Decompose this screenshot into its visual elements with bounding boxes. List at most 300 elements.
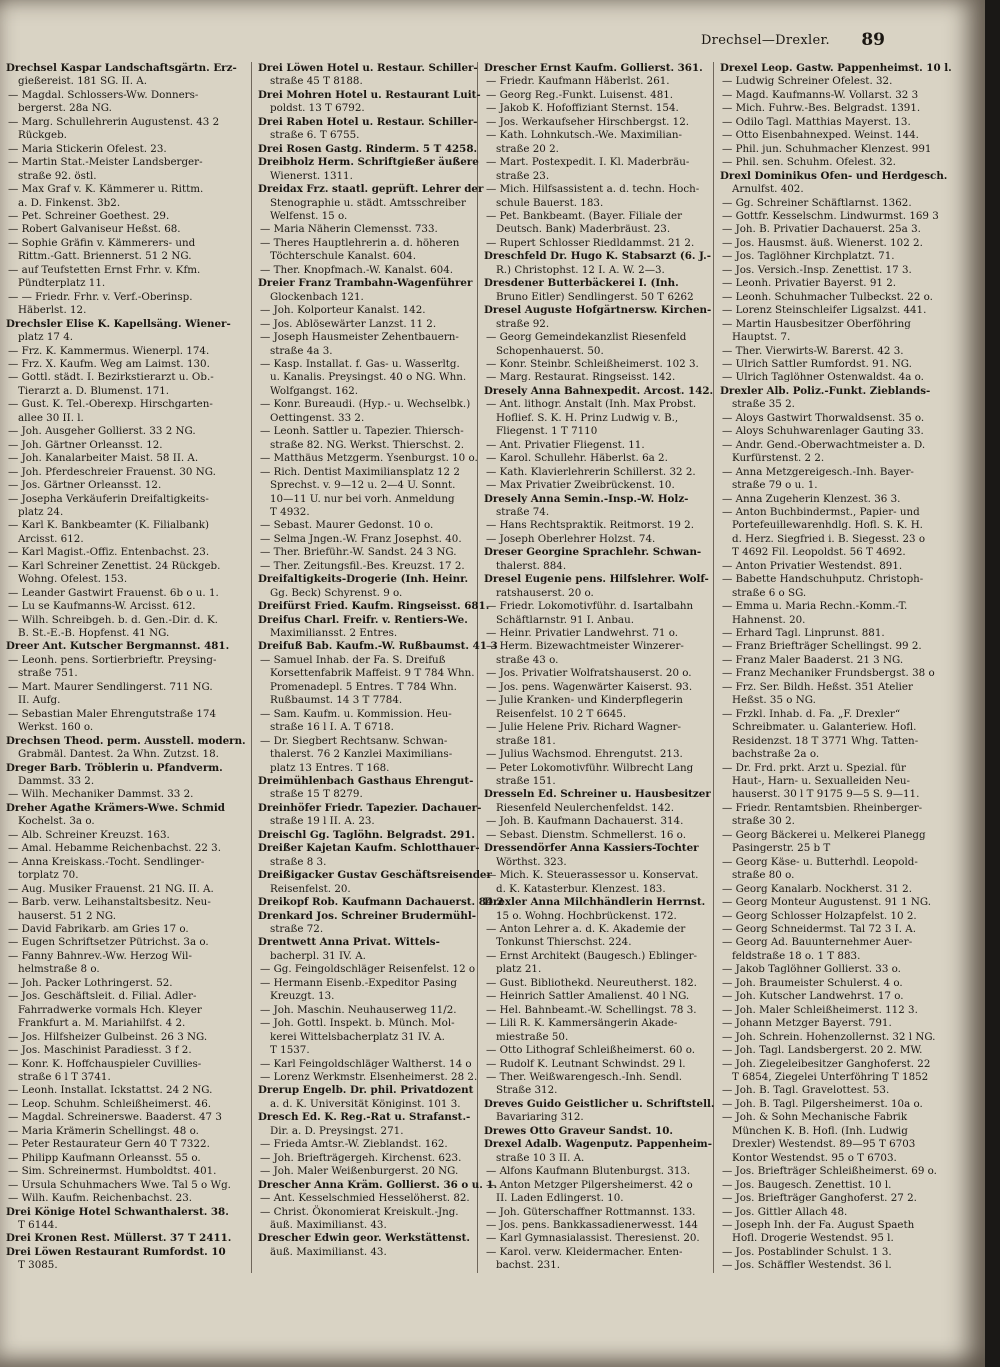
directory-entry-line: — Jos. Ablösewärter Lanzst. 11 2. [260,317,437,330]
directory-entry-line: — Ther. Zeitungsfil.-Bes. Kreuzst. 17 2. [260,559,465,572]
directory-entry-line: — Lorenz Werkmstr. Elsenheimerst. 28 2. [260,1070,478,1083]
directory-entry-line: — Magd. Kaufmanns-W. Vollarst. 32 3 [722,88,919,101]
directory-entry-line: — Johann Metzger Bayerst. 791. [722,1017,892,1030]
directory-entry-line: — Frzkl. Inhab. d. Fa. „F. Drexler“ [722,707,901,720]
directory-entry-line: — Ant. Privatier Fliegenst. 11. [486,438,645,451]
directory-entry-line: kerei Wittelsbacherplatz 31 IV. A. [270,1030,445,1043]
directory-entry-heading: Drenkard Jos. Schreiner Brudermühl- [258,909,477,922]
directory-entry-heading: Drexl Dominikus Ofen- und Herdgesch. [720,169,948,182]
directory-entry-line: Drexler) Westendst. 89—95 T 6703 [732,1138,916,1151]
directory-entry-line: Wörthst. 323. [496,855,567,868]
directory-entry-line: — Fanny Bahnrev.-Ww. Herzog Wil- [8,949,192,962]
directory-entry-line: — Aloys Gastwirt Thorwaldsenst. 35 o. [722,411,925,424]
directory-entry-line: Wienerst. 1311. [270,169,353,182]
directory-entry-line: bacherpl. 31 IV. A. [270,949,366,962]
directory-entry-line: Arnulfst. 402. [732,183,804,196]
directory-entry-line: — Frieda Amtsr.-W. Zieblandst. 162. [260,1138,448,1151]
directory-entry-line: — Leonh. Schuhmacher Tulbeckst. 22 o. [722,290,933,303]
directory-entry-line: Hoflief. S. K. H. Prinz Ludwig v. B., [496,411,679,424]
directory-entry-line: platz 17 4. [18,331,74,344]
directory-entry-line: Pündterplatz 11. [18,277,106,290]
directory-entry-line: — Sebast. Maurer Gedonst. 10 o. [260,519,434,532]
directory-entry-line: — Joh. Güterschaffner Rottmannst. 133. [486,1205,696,1218]
directory-entry-line: — Joh. Kolporteur Kanalst. 142. [260,304,426,317]
directory-entry-line: Schreibmater. u. Galanteriew. Hofl. [732,721,917,734]
directory-entry-line: — Konr. Steinbr. Schleißheimerst. 102 3. [486,357,699,370]
directory-entry-line: Heßst. 35 o NG. [732,694,816,707]
directory-entry-line: — Karl Gymnasialassist. Theresienst. 20. [486,1232,700,1245]
directory-entry-line: — Georg Schneidermst. Tal 72 3 I. A. [722,923,916,935]
directory-entry-line: — Jakob K. Hofoffiziant Sternst. 154. [486,102,679,115]
directory-entry-line: — Georg Ad. Bauunternehmer Auer- [722,936,913,949]
directory-entry-line: — Karol. Schullehr. Häberlst. 6a 2. [486,452,668,465]
directory-entry-line: — Dr. Frd. prkt. Arzt u. Spezial. für [722,761,906,774]
directory-entry-line: — Martin Hausbesitzer Oberföhring [722,317,911,330]
directory-entry-line: — Sebastian Maler Ehrengutstraße 174 [8,707,217,720]
directory-entry-line: straße 74. [496,505,550,518]
directory-column-2 [258,62,504,1273]
directory-entry-line: — Dr. Siegbert Rechtsanw. Schwan- [260,734,448,747]
directory-entry-heading: Dresely Anna Bahnexpedit. Arcost. 142. [484,384,714,397]
directory-column-3 [484,62,714,1273]
directory-entry-line: Haut-, Harn- u. Sexualleiden Neu- [732,775,911,788]
directory-entry-heading: Drexel Adalb. Wagenputz. Pappenheim- [484,1138,712,1151]
directory-entry-line: Kurfürstenst. 2 2. [732,452,825,465]
directory-entry-heading: Drescher Edwin geor. Werkstättenst. [258,1232,470,1245]
directory-entry-line: — Ant. Kesselschmied Hesselöherst. 82. [260,1192,470,1205]
directory-entry-line: — Joh. Maschin. Neuhauserweg 11/2. [260,1003,457,1016]
directory-entry-line: straße 80 o. [732,869,795,882]
directory-entry-line: — Georg Monteur Augustenst. 91 1 NG. [722,896,932,909]
directory-entry-line: — Rudolf K. Leutnant Schwindst. 29 l. [486,1057,686,1070]
directory-entry-line: — Sam. Kaufm. u. Kommission. Heu- [260,707,452,720]
directory-entry-line: Kochelst. 3a o. [18,815,95,828]
directory-entry-line: Promenadepl. 5 Entres. T 784 Whn. [270,680,457,693]
directory-entry-line: Häberlst. 12. [18,304,87,317]
directory-entry-line: — Leonh. pens. Sortierbrieftr. Preysing- [8,653,217,666]
directory-entry-line: — Christ. Ökonomierat Kreiskult.-Jng. [260,1205,459,1218]
directory-entry-line: Rittm.-Gatt. Briennerst. 51 2 NG. [18,250,192,263]
directory-entry-line: — Georg Reg.-Funkt. Luisenst. 481. [486,88,674,101]
directory-entry-line: T 1537. [270,1044,310,1057]
directory-entry-line: — Leop. Schuhm. Schleißheimerst. 46. [8,1097,212,1110]
directory-entry-heading: Dressendörfer Anna Kassiers-Tochter [484,842,699,855]
directory-entry-heading: Dreibholz Herm. Schriftgießer äußere [258,156,479,169]
directory-entry-line: — Joh. Ausgeher Gollierst. 33 2 NG. [8,425,196,438]
directory-entry-line: — Peter Lokomotivführ. Wilbrecht Lang [486,761,694,774]
directory-entry-line: — Magdal. Schlossers-Ww. Donners- [8,88,199,101]
directory-entry-line: straße 10 3 II. A. [496,1151,585,1164]
directory-entry-line: — Joh. Tagl. Landsbergerst. 20 2. MW. [722,1044,923,1057]
directory-entry-line: straße 4a 3. [270,344,333,357]
directory-entry-line: — Joh. Briefträgergeh. Kirchenst. 623. [260,1151,462,1164]
directory-entry-line: — Mart. Postexpedit. I. Kl. Maderbräu- [486,156,690,169]
directory-entry-line: — Otto Lithograf Schleißheimerst. 60 o. [486,1044,696,1057]
directory-entry-line: straße 8 3. [270,855,327,868]
directory-entry-line: Korsettenfabrik Maffeist. 9 T 784 Whn. [270,667,475,680]
directory-entry-line: ratshauserst. 20 o. [496,586,594,599]
directory-entry-line: 10—11 U. nur bei vorh. Anmeldung [270,492,455,505]
directory-entry-line: — Max Graf v. K. Kämmerer u. Rittm. [8,183,204,196]
directory-entry-heading: Drei Löwen Restaurant Rumfordst. 10 [6,1245,226,1258]
directory-entry-line: — Ant. lithogr. Anstalt (Inh. Max Probst. [486,398,697,411]
directory-entry-line: — Amal. Hebamme Reichenbachst. 22 3. [8,842,222,855]
directory-entry-line: — Franz Mechaniker Frundsbergst. 38 o [722,667,935,680]
directory-entry-line: — Georg Kanalarb. Nockherst. 31 2. [722,882,912,895]
directory-entry-line: hauserst. 51 2 NG. [18,909,117,922]
directory-entry-line: Oettingenst. 33 2. [270,411,365,424]
directory-entry-line: — Josepha Verkäuferin Dreifaltigkeits- [8,492,209,505]
directory-entry-heading: Dreves Guido Geistlicher u. Schriftstell. [484,1097,715,1110]
directory-entry-line: — Babette Handschuhputz. Christoph- [722,573,924,586]
directory-entry-line: — Sebast. Dienstm. Schmellerst. 16 o. [486,828,686,841]
directory-entry-line: — Barb. verw. Leihanstaltsbesitz. Neu- [8,896,211,909]
directory-entry-line: Hauptst. 7. [732,331,791,344]
directory-entry-line: — Gottfr. Kesselschm. Lindwurmst. 169 3 [722,209,939,222]
directory-entry-line: Grabmäl. Dantest. 2a Whn. Zutzst. 18. [18,748,219,761]
directory-entry-line: Hofl. Drogerie Westendst. 95 l. [732,1232,894,1245]
directory-entry-heading: Drexler Anna Milchhändlerin Herrnst. [484,896,706,909]
directory-entry-line: Maximiliansst. 2 Entres. [270,627,398,640]
directory-entry-line: — Sophie Gräfin v. Kämmerers- und [8,236,196,249]
directory-entry-line: — Georg Käse- u. Butterhdl. Leopold- [722,855,918,868]
directory-entry-heading: Drechsler Elise K. Kapellsäng. Wiener- [6,317,231,330]
directory-entry-line: d. K. Katasterbur. Klenzest. 183. [496,882,666,895]
directory-entry-line: — Georg Bäckerei u. Melkerei Planegg [722,828,926,841]
directory-entry-line: — Gust. Bibliothekd. Neureutherst. 182. [486,976,697,989]
directory-entry-line: — Ludwig Schreiner Ofelest. 32. [722,75,893,88]
directory-entry-line: T 6854, Ziegelei Unterföhring T 1852 [732,1070,929,1083]
directory-entry-line: — Andr. Gend.-Oberwachtmeister a. D. [722,438,926,451]
directory-entry-line: — Jos. pens. Wagenwärter Kaiserst. 93. [486,680,693,693]
directory-entry-line: — Magdal. Schreinerswe. Baaderst. 47 3 [8,1111,222,1124]
directory-entry-line: — — Friedr. Frhr. v. Verf.-Oberinsp. [8,290,193,303]
directory-entry-heading: Drei Löwen Hotel u. Restaur. Schiller- [258,62,478,74]
directory-entry-line: München K. B. Hofl. (Inh. Ludwig [732,1124,908,1137]
directory-entry-line: — Ther. Weißwarengesch.-Inh. Sendl. [486,1070,683,1083]
directory-entry-line: straße 43 o. [496,653,559,666]
directory-entry-line: — Gust. K. Tel.-Oberexp. Hirschgarten- [8,398,213,411]
directory-entry-line: — Jos. Baugesch. Zenettist. 10 l. [722,1178,892,1191]
directory-entry-line: — Heinr. Privatier Landwehrst. 71 o. [486,627,679,640]
directory-entry-line: a. d. K. Universität Königinst. 101 3. [270,1097,461,1110]
directory-entry-line: — Anna Kreiskass.-Tocht. Sendlinger- [8,855,205,868]
directory-entry-line: — Ulrich Sattler Rumfordst. 91. NG. [722,357,912,370]
directory-entry-line: platz 21. [496,963,542,976]
directory-entry-heading: Dreikopf Rob. Kaufmann Dachauerst. 84 2 [258,896,504,909]
directory-entry-line: — Jos. Gittler Allach 48. [722,1205,848,1218]
directory-entry-line: T 6144. [18,1218,58,1231]
directory-entry-line: feldstraße 18 o. 1 T 883. [732,949,861,962]
directory-entry-line: Wohng. Ofelest. 153. [18,573,128,586]
directory-entry-line: — Marg. Schullehrerin Augustenst. 43 2 [8,115,220,128]
directory-column-4 [720,62,952,1273]
directory-entry-line: platz 13 Entres. T 168. [270,761,390,774]
directory-entry-line: Riesenfeld Neulerchenfeldst. 142. [496,801,675,814]
directory-entry-line: — Kasp. Installat. f. Gas- u. Wasserltg. [260,357,460,370]
directory-entry-line: — Jos. Briefträger Schleißheimerst. 69 o. [722,1165,937,1178]
page-header [0,30,930,52]
directory-entry-line: Gg. Beck) Schyrenst. 9 o. [270,586,403,599]
directory-entry-line: — Leonh. Sattler u. Tapezier. Thiersch- [260,425,464,438]
directory-entry-line: — Joh. Maler Schleißheimerst. 112 3. [722,1003,918,1016]
directory-entry-line: Rußbaumst. 14 3 T 7784. [270,694,403,707]
directory-entry-line: — Phil. jun. Schuhmacher Klenzest. 991 [722,142,932,155]
directory-entry-line: Werkst. 160 o. [18,721,94,734]
directory-entry-line: straße 92. [496,317,550,330]
directory-entry-heading: Drei Mohren Hotel u. Restaurant Luit- [258,88,481,101]
directory-entry-line: a. D. Finkenst. 3b2. [18,196,121,209]
directory-entry-heading: Drescher Anna Kräm. Gollierst. 36 o u. 1. [258,1178,498,1191]
directory-entry-line: u. Kanalis. Preysingst. 40 o NG. Whn. [270,371,467,384]
directory-entry-line: Töchterschule Kanalst. 604. [270,250,416,263]
directory-entry-line: R.) Christophst. 12 I. A. W. 2—3. [496,263,665,276]
directory-entry-line: T 4932. [270,505,310,518]
directory-entry-heading: Dreischl Gg. Taglöhn. Belgradst. 291. [258,828,475,841]
directory-entry-line: II. Aufg. [18,694,61,707]
directory-entry-line: bergerst. 28a NG. [18,102,112,115]
directory-entry-line: — Jos. Gärtner Orleansst. 12. [8,479,162,492]
directory-entry-line: — Karl Feingoldschläger Waltherst. 14 o [260,1057,472,1070]
directory-entry-line: Portefeuillewarenhdlg. Hofl. S. K. H. [732,519,923,532]
directory-entry-line: straße 79 o u. 1. [732,479,818,492]
directory-entry-line: — Karol. verw. Kleidermacher. Enten- [486,1245,683,1258]
directory-entry-line: — Konr. K. Hoffchauspieler Cuvillies- [8,1057,202,1070]
directory-entry-line: Tonkunst Thierschst. 224. [496,936,632,949]
directory-entry-line: — Phil. sen. Schuhm. Ofelest. 32. [722,156,896,169]
directory-entry-line: — Joh. B. Tagl. Pilgersheimerst. 10a o. [722,1097,923,1110]
directory-entry-line: Deutsch. Bank) Maderbräust. 23. [496,223,671,236]
directory-entry-heading: Dreifuß Bab. Kaufm.-W. Rußbaumst. 41 3 [258,640,498,653]
directory-entry-line: II. Laden Edlingerst. 10. [496,1192,624,1205]
directory-entry-line: — Sim. Schreinermst. Humboldtst. 401. [8,1165,217,1178]
directory-entry-line: bachstraße 2a o. [732,748,820,761]
directory-entry-line: — Ernst Architekt (Baugesch.) Eblinger- [486,949,697,962]
directory-entry-line: straße 181. [496,734,556,747]
directory-entry-line: bachst. 231. [496,1259,561,1272]
directory-entry-line: — Jos. Versich.-Insp. Zenettist. 17 3. [722,263,912,276]
directory-entry-line: — Robert Galvaniseur Heßst. 68. [8,223,181,236]
directory-entry-line: hauserst. 30 l T 9175 9—5 S. 9—11. [732,788,920,801]
directory-entry-heading: Dreifaltigkeits-Drogerie (Inh. Heinr. [258,573,469,586]
directory-entry-heading: Dreinhöfer Friedr. Tapezier. Dachauer- [258,801,482,814]
directory-entry-line: Bavariaring 312. [496,1111,584,1124]
directory-entry-line: Schopenhauerst. 50. [496,344,604,357]
directory-entry-line: — Joh. Maler Weißenburgerst. 20 NG. [260,1165,459,1178]
directory-entry-line: — Joseph Oberlehrer Holzst. 74. [486,532,656,545]
directory-entry-line: thalerst. 884. [496,559,567,572]
directory-entry-line: — Rich. Dentist Maximiliansplatz 12 2 [260,465,460,478]
directory-entry-line: B. St.-E.-B. Hopfenst. 41 NG. [18,627,170,640]
directory-entry-line: — Mart. Maurer Sendlingerst. 711 NG. [8,680,213,693]
directory-entry-line: — Jos. Briefträger Ganghoferst. 27 2. [722,1192,917,1205]
directory-entry-line: — Jos. Werkaufseher Hirschbergst. 12. [486,115,690,128]
directory-entry-line: straße 6. T 6755. [270,129,360,142]
directory-entry-heading: Drexler Alb. Poliz.-Funkt. Zieblands- [720,384,931,397]
directory-entry-line: — Rupert Schlosser Riedldammst. 21 2. [486,236,695,249]
directory-entry-line: — Anna Metzgereigesch.-Inh. Bayer- [722,465,914,478]
directory-entry-heading: Dreier Franz Trambahn-Wagenführer [258,277,473,290]
directory-entry-line: straße 6 o SG. [732,586,807,599]
directory-entry-line: — Alb. Schreiner Kreuzst. 163. [8,828,170,841]
directory-entry-line: straße 72. [270,923,324,935]
directory-entry-line: — Aloys Schuhwarenlager Gauting 33. [722,425,924,438]
directory-entry-line: Fahrradwerke vormals Hch. Kleyer [18,1003,202,1016]
directory-entry-line: Rückgeb. [18,129,67,142]
directory-entry-line: d. Herz. Siegfried i. B. Siegesst. 23 o [732,532,926,545]
directory-entry-line: Dir. a. D. Preysingst. 271. [270,1124,404,1137]
directory-entry-line: — Aug. Musiker Frauenst. 21 NG. II. A. [8,882,214,895]
directory-entry-heading: Dreimühlenbach Gasthaus Ehrengut- [258,775,474,788]
directory-entry-line: — Hel. Bahnbeamt.-W. Schellingst. 78 3. [486,1003,697,1016]
directory-entry-line: Tierarzt a. D. Blumenst. 171. [18,384,170,397]
directory-entry-line: — Lorenz Steinschleifer Ligsalzst. 441. [722,304,927,317]
directory-entry-line: — Konr. Bureaudi. (Hyp.- u. Wechselbk.) [260,398,471,411]
directory-entry-line: — auf Teufstetten Ernst Frhr. v. Kfm. [8,263,201,276]
directory-entry-line: — Mich. Hilfsassistent a. d. techn. Hoch- [486,183,700,196]
directory-entry-line: 15 o. Wohng. Hochbrückenst. 172. [496,909,677,922]
directory-entry-line: — David Fabrikarb. am Gries 17 o. [8,923,189,935]
directory-entry-line: — Heinrich Sattler Amalienst. 40 l NG. [486,990,690,1003]
directory-entry-line: — Anton Metzger Pilgersheimerst. 42 o [486,1178,693,1191]
directory-entry-line: straße 92. östl. [18,169,97,182]
directory-entry-heading: Dresch Ed. K. Reg.-Rat u. Strafanst.- [258,1111,471,1124]
directory-entry-line: straße 45 T 8188. [270,75,363,88]
directory-entry-line: — Karl Magist.-Offiz. Entenbachst. 23. [8,546,210,559]
directory-entry-line: — Matthäus Metzgerm. Ysenburgst. 10 o. [260,452,478,465]
directory-entry-line: — Jos. Hausmst. äuß. Wienerst. 102 2. [722,236,923,249]
directory-entry-line: platz 24. [18,505,64,518]
directory-entry-line: straße 751. [18,667,78,680]
directory-entry-heading: Dreschfeld Dr. Hugo K. Stabsarzt (6. J.- [484,250,711,263]
directory-entry-line: — Hans Rechtspraktik. Reitmorst. 19 2. [486,519,694,532]
directory-entry-line: — Otto Eisenbahnexped. Weinst. 144. [722,129,919,142]
directory-entry-heading: Dreidax Frz. staatl. geprüft. Lehrer der [258,183,484,196]
directory-entry-line: — Erhard Tagl. Linprunst. 881. [722,627,885,640]
directory-entry-line: — Kath. Klavierlehrerin Schillerst. 32 2. [486,465,696,478]
directory-entry-line: — Joh. & Sohn Mechanische Fabrik [722,1111,908,1124]
directory-entry-line: — Wilh. Schreibgeh. b. d. Gen.-Dir. d. K. [8,613,218,626]
directory-entry-heading: Dreer Ant. Kutscher Bergmannst. 481. [6,640,230,653]
directory-entry-line: — Jos. Geschäftsleit. d. Filial. Adler- [8,990,197,1003]
directory-entry-line: — Gg. Feingoldschläger Reisenfelst. 12 o [260,963,476,976]
directory-entry-line: Arcisst. 612. [18,532,84,545]
directory-entry-heading: Dresel Auguste Hofgärtnersw. Kirchen- [484,304,712,317]
directory-entry-line: — Joh. Packer Lothringerst. 52. [8,976,173,989]
directory-entry-line: straße 23. [496,169,550,182]
directory-entry-line: — Joh. Kutscher Landwehrst. 17 o. [722,990,904,1003]
directory-entry-line: — Lu se Kaufmanns-W. Arcisst. 612. [8,600,196,613]
directory-entry-line: — Frz. K. Kammermus. Wienerpl. 174. [8,344,210,357]
directory-entry-line: — Joh. Gottl. Inspekt. b. Münch. Mol- [260,1017,455,1030]
directory-entry-line: Pasingerstr. 25 b T [732,842,831,855]
directory-entry-line: — Alfons Kaufmann Blutenburgst. 313. [486,1165,691,1178]
directory-entry-line: — Franz Briefträger Schellingst. 99 2. [722,640,922,653]
directory-entry-line: — Jos. Privatier Wolfratshauserst. 20 o. [486,667,692,680]
directory-entry-line: äuß. Maximilianst. 43. [270,1245,387,1258]
directory-entry-line: — Pet. Bankbeamt. (Bayer. Filiale der [486,209,683,222]
directory-entry-line: helmstraße 8 o. [18,963,100,976]
directory-entry-line: Bruno Eitler) Sendlingerst. 50 T 6262 [496,290,694,303]
directory-entry-line: Kreuzgt. 13. [270,990,335,1003]
directory-entry-heading: Dreifus Charl. Freifr. v. Rentiers-We. [258,613,468,626]
directory-entry-heading: Dreißer Kajetan Kaufm. Schlotthauer- [258,842,480,855]
directory-entry-heading: Drexel Leop. Gastw. Pappenheimst. 10 l. [720,62,952,74]
directory-entry-line: Sprechst. v. 9—12 u. 2—4 U. Sonnt. [270,479,456,492]
directory-entry-heading: Drentwett Anna Privat. Wittels- [258,936,440,949]
directory-entry-heading: Drei Rosen Gastg. Rinderm. 5 T 4258. [258,142,478,155]
directory-entry-line: Stenographie u. städt. Amtsschreiber [270,196,466,209]
directory-entry-line: straße 151. [496,775,556,788]
directory-entry-line: — Leonh. Privatier Bayerst. 91 2. [722,277,897,290]
directory-entry-line: schule Bauerst. 183. [496,196,604,209]
directory-entry-heading: Dreser Georgine Sprachlehr. Schwan- [484,546,702,559]
directory-entry-line: thalerst. 76 2 Kanzlei Maximilians- [270,748,453,761]
directory-entry-line: — Ther. Vierwirts-W. Barerst. 42 3. [722,344,904,357]
directory-entry-line: — Joh. Braumeister Schulerst. 4 o. [722,976,903,989]
directory-entry-line: — Lili R. K. Kammersängerin Akade- [486,1017,678,1030]
directory-entry-line: — Joh. Pferdeschreier Frauenst. 30 NG. [8,465,216,478]
directory-entry-line: — Mich. Fuhrw.-Bes. Belgradst. 1391. [722,102,921,115]
directory-entry-heading: Drei Könige Hotel Schwanthalerst. 38. [6,1205,229,1218]
directory-entry-line: — Frz. Ser. Bildh. Heßst. 351 Atelier [722,680,913,693]
directory-entry-line: Residenzst. 18 T 3771 Whg. Tatten- [732,734,919,747]
directory-entry-heading: Dreher Agathe Krämers-Wwe. Schmid [6,801,225,814]
directory-entry-line: — Ursula Schuhmachers Wwe. Tal 5 o Wg. [8,1178,231,1191]
directory-entry-line: — Joh. Ziegeleibesitzer Ganghoferst. 22 [722,1057,931,1070]
directory-entry-line: Reisenfelst. 20. [270,882,351,895]
directory-entry-line: — Herm. Bizewachtmeister Winzerer- [486,640,684,653]
directory-entry-line: — Peter Restaurateur Gern 40 T 7322. [8,1138,210,1151]
directory-entry-line: äuß. Maximilianst. 43. [270,1218,387,1231]
directory-entry-line: torplatz 70. [18,869,79,882]
directory-entry-line: Glockenbach 121. [270,290,364,303]
directory-entry-line: — Julius Wachsmod. Ehrengutst. 213. [486,748,683,761]
directory-entry-line: straße 20 2. [496,142,559,155]
directory-column-1 [6,62,252,1273]
directory-entry-line: — Jos. Maschinist Paradiesst. 3 f 2. [8,1044,192,1057]
directory-entry-line: — Ulrich Taglöhner Ostenwaldst. 4a o. [722,371,924,384]
directory-entry-line: gießereist. 181 SG. II. A. [18,75,148,88]
directory-entry-line: Wolfgangst. 162. [270,384,359,397]
directory-entry-line: Fliegenst. 1 T 7110 [496,425,598,438]
directory-entry-line: — Anton Privatier Westendst. 891. [722,559,903,572]
directory-entry-line: — Maria Stickerin Ofelest. 23. [8,142,167,155]
directory-entry-heading: Drerup Engelb. Dr. phil. Privatdozent [258,1084,474,1097]
directory-entry-line: — Joh. Kanalarbeiter Maist. 58 II. A. [8,452,199,465]
directory-entry-line: — Gottl. städt. I. Bezirkstierarzt u. Ob.- [8,371,214,384]
directory-entry-line: — Joh. Gärtner Orleansst. 12. [8,438,163,451]
directory-entry-line: — Jos. Postablinder Schulst. 1 3. [722,1245,892,1258]
directory-entry-line: Hahnenst. 20. [732,613,806,626]
directory-entry-heading: Dreifürst Fried. Kaufm. Ringseisst. 681. [258,600,490,613]
directory-entry-heading: Dresel Eugenie pens. Hilfslehrer. Wolf- [484,573,709,586]
directory-entry-line: — Jos. Schäffler Westendst. 36 l. [722,1259,892,1272]
directory-entry-line: — Anton Lehrer a. d. K. Akademie der [486,923,686,935]
directory-entry-line: — Jakob Taglöhner Gollierst. 33 o. [722,963,901,976]
directory-entry-heading: Dreißigacker Gustav Geschäftsreisender [258,869,492,882]
directory-entry-line: Frankfurt a. M. Mariahilfst. 4 2. [18,1017,186,1030]
directory-entry-heading: Drewes Otto Graveur Sandst. 10. [484,1124,673,1137]
directory-entry-heading: Dreger Barb. Tröblerin u. Pfandverm. [6,761,223,774]
directory-entry-line: — Ther. Knopfmach.-W. Kanalst. 604. [260,263,454,276]
directory-entry-line: — Leonh. Installat. Ickstattst. 24 2 NG. [8,1084,213,1097]
directory-entry-line: — Joh. B. Privatier Dachauerst. 25a 3. [722,223,921,236]
directory-entry-line: — Franz Maler Baaderst. 21 3 NG. [722,653,904,666]
directory-entry-line: Schäftlarnstr. 91 I. Anbau. [496,613,634,626]
directory-entry-line: straße 15 T 8279. [270,788,363,801]
directory-entry-line: — Leander Gastwirt Frauenst. 6b o u. 1. [8,586,219,599]
